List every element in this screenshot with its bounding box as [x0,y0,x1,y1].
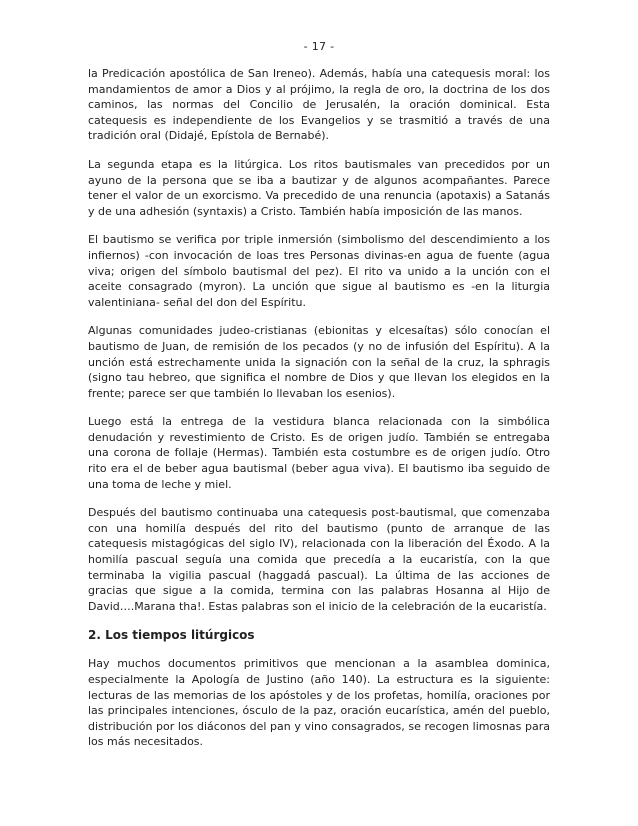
paragraph-white-garment: Luego está la entrega de la vestidura blanca relacionada con la simbólica denudación y revestimiento de Cristo. Es de origen judío. También se entregaba una corona de follaje (Hermas). También esta costumbre es de origen judío. Otro rito era el de beber agua bautismal (beber agua viva). El bautismo iba seguido de una toma de leche y miel. [88,415,550,491]
paragraph-liturgical-stage: La segunda etapa es la litúrgica. Los ritos bautismales van precedidos por un ayuno de la persona que se iba a bautizar y de algunos acompañantes. Parece tener el valor de un exorcismo. Va precedido de una renuncia (apotaxis) a Satanás y de una adhesión (syntaxis) a Cristo. También había imposición de las manos. [88,157,550,218]
paragraph-catechesis-moral: la Predicación apostólica de San Ireneo). Además, había una catequesis moral: los mandamientos de amor a Dios y al prójimo, la regla de oro, la doctrina de los dos caminos, las normas del Concilio de Jerusalén, la oración dominical. Esta catequesis es independiente de los Evangelios y se trasmitió a través de una tradición oral (Didajé, Epístola de Bernabé). [88,67,550,143]
paragraph-judeo-christian-communities: Algunas comunidades judeo-cristianas (ebionitas y elcesaítas) sólo conocían el bautismo de Juan, de remisión de los pecados (y no de infusión del Espíritu). A la unción está estrechamente unida la signación con la señal de la cruz, la sphragis (signo tau hebreo, que significa el nombre de Dios y que llevan los elegidos en la frente; parece ser que también lo llevaban los esenios). [88,324,550,400]
paragraph-post-baptismal-catechesis: Después del bautismo continuaba una catequesis post-bautismal, que comenzaba con una homilía después del rito del bautismo (punto de arranque de las catequesis mistagógicas del siglo IV), relacionada con la liberación del Éxodo. A la homilía pascual seguía una comida que precedía a la eucaristía, con la que terminaba la vigilia pascual (haggadá pascual). La última de las acciones de gracias que sigue a la comida, termina con las palabras Hosanna al Hijo de David….Marana tha!. Estas palabras son el inicio de la celebración de la eucaristía. [88,506,550,613]
section-heading: 2. Los tiempos litúrgicos [88,628,255,643]
document-body [88,66,550,763]
page-number: - 17 - [303,40,335,53]
paragraph-sunday-assembly: Hay muchos documentos primitivos que mencionan a la asamblea dominica, especialmente la Apología de Justino (año 140). La estructura es la siguiente: lecturas de las memorias de los apóstoles y de los profetas, homilía, oraciones por las principales intenciones, ósculo de la paz, oración eucarística, amén del pueblo, distribución por los diáconos del pan y vino consagrados, se recogen limosnas para los más necesitados. [88,657,550,749]
paragraph-triple-immersion: El bautismo se verifica por triple inmersión (simbolismo del descendimiento a los infiernos) -con invocación de loas tres Personas divinas-en agua de fuente (agua viva; origen del símbolo bautismal del pez). El rito va unido a la unción con el aceite consagrado (myron). La unción que sigue al bautismo es -en la liturgia valentiniana- señal del don del Espíritu. [88,233,550,309]
